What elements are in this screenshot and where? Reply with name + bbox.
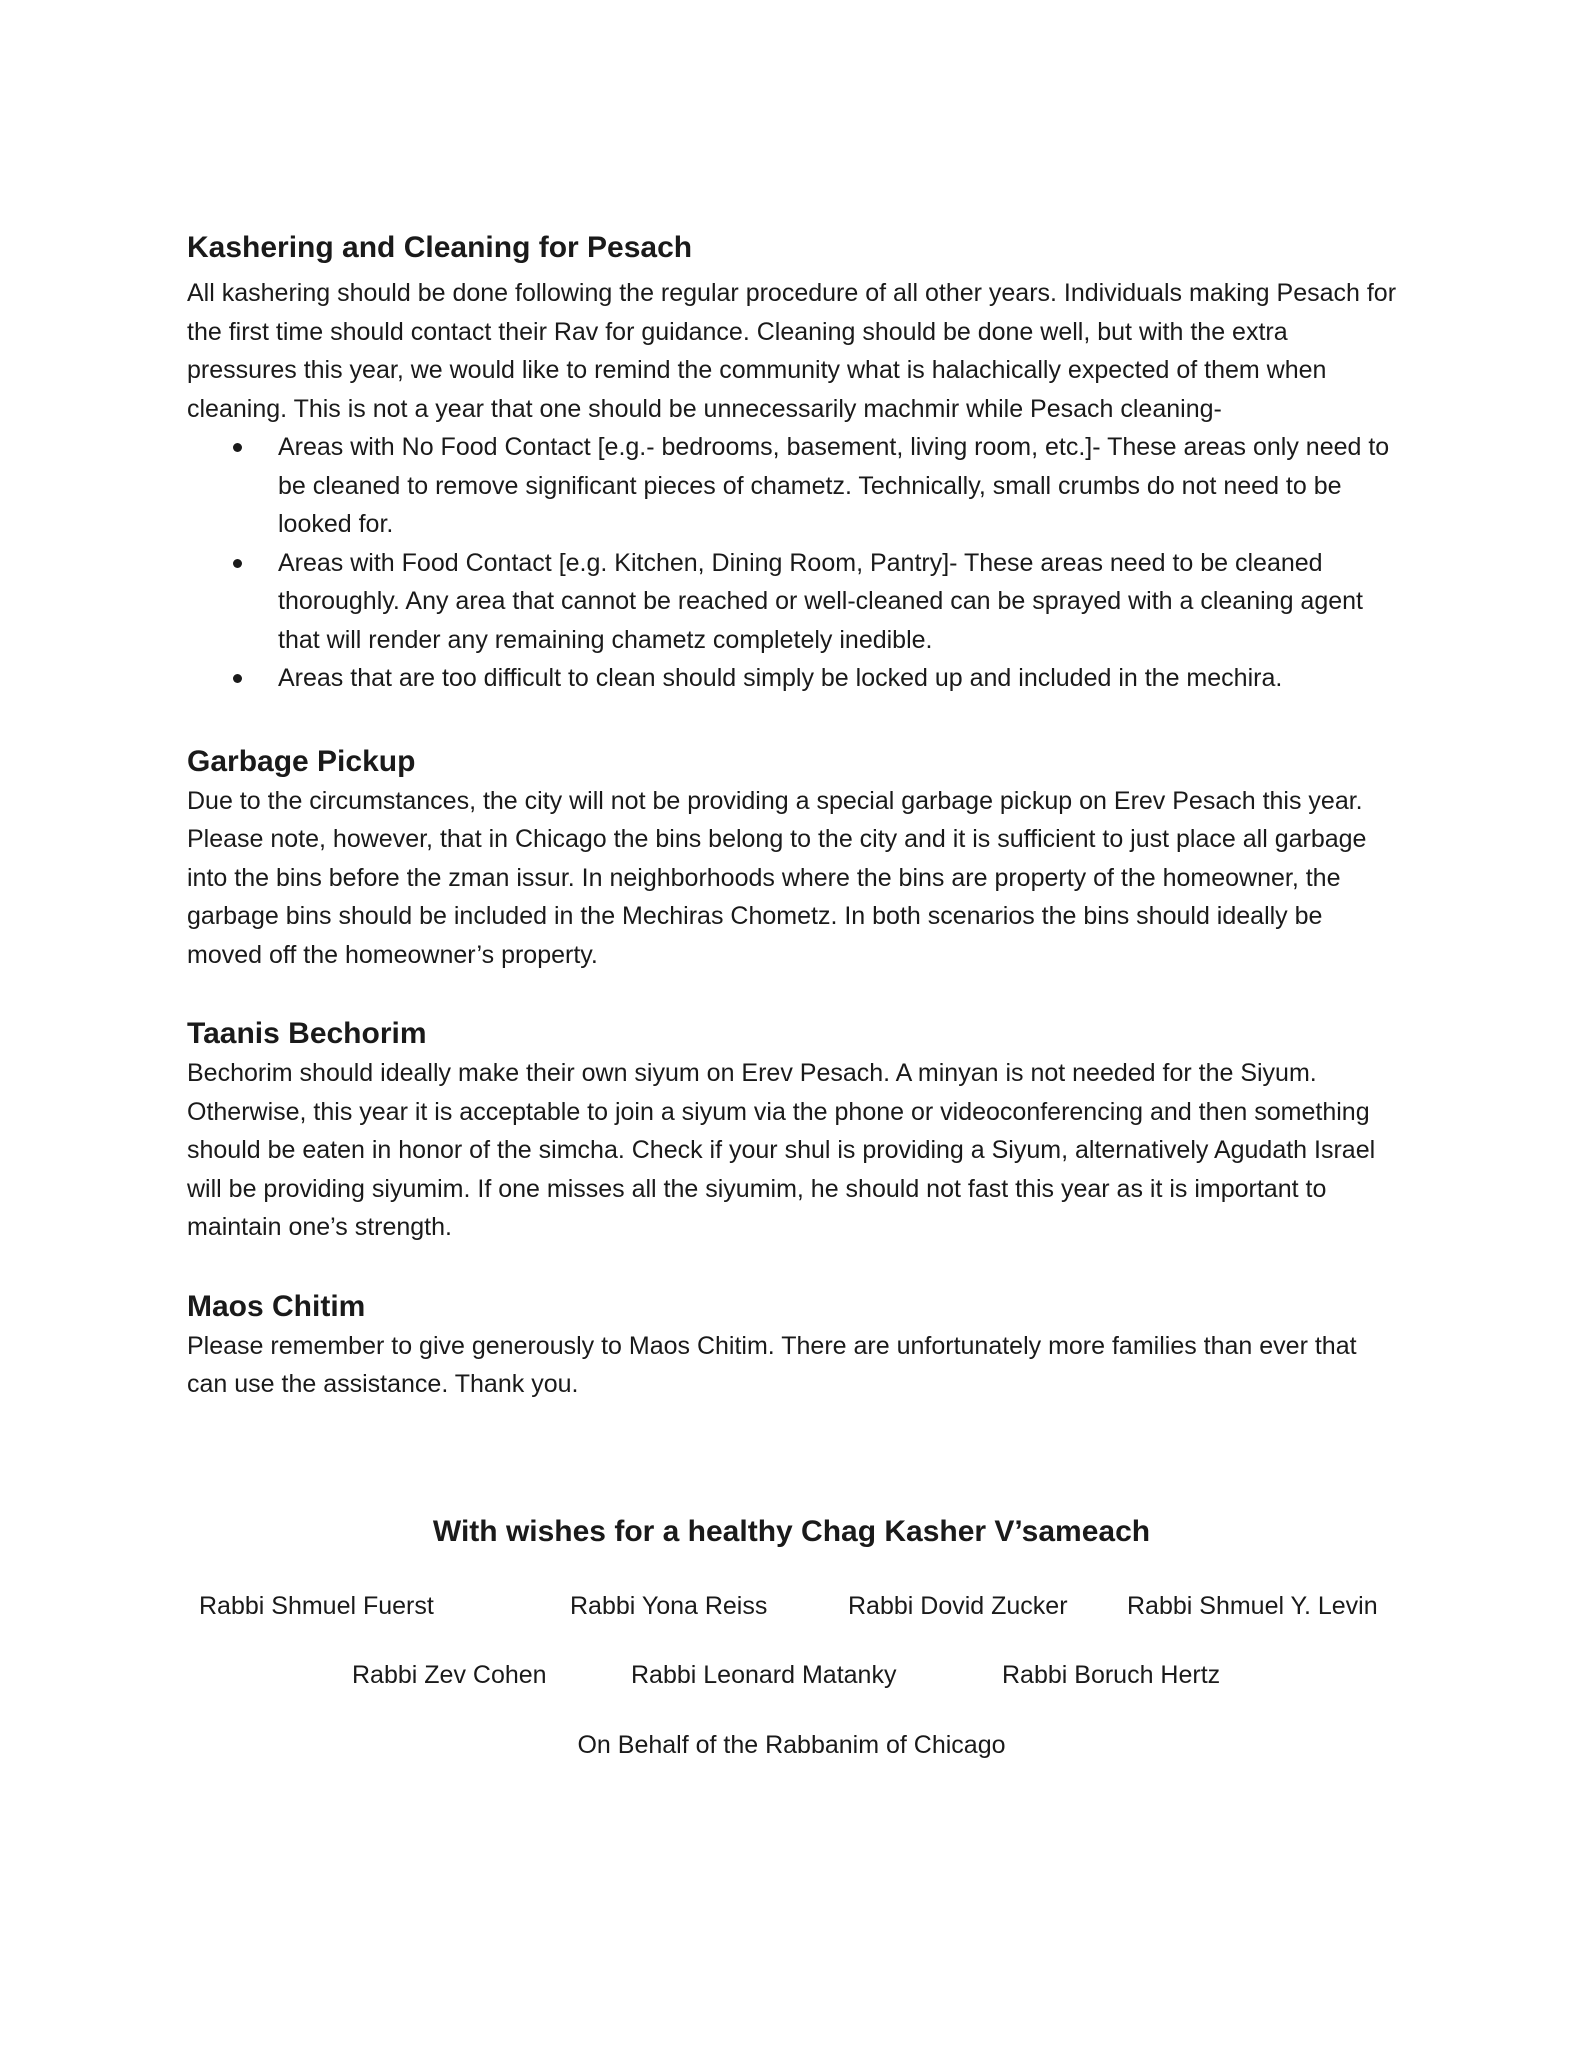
- signer-name: Rabbi Shmuel Fuerst: [199, 1592, 434, 1620]
- closing-wishes: With wishes for a healthy Chag Kasher V’sameach: [432, 1515, 1151, 1548]
- section-kashering: [187, 228, 1397, 698]
- list-item-text: Areas with No Food Contact [e.g.- bedrooms, basement, living room, etc.]- These areas only need to be cleaned to remove significant pieces of chametz. Technically, small crumbs do not need to be looked for.: [278, 433, 1390, 538]
- list-item-text: Areas with Food Contact [e.g. Kitchen, Dining Room, Pantry]- These areas need to be cleaned thoroughly. Any area that cannot be reached or well-cleaned can be sprayed with a cleaning agent that will render any remaining chametz completely inedible.: [278, 548, 1363, 654]
- list-item: [187, 544, 1397, 660]
- bullet-icon: [233, 674, 242, 683]
- signer-name: Rabbi Dovid Zucker: [848, 1592, 1068, 1620]
- list-item-text: Areas that are too difficult to clean should simply be locked up and included in the mechira.: [278, 664, 1283, 692]
- section-taanis-bechorim: [187, 1014, 1397, 1247]
- signer-name: Rabbi Yona Reiss: [570, 1592, 768, 1620]
- bullet-icon: [233, 559, 242, 568]
- section-maos-chitim: [187, 1287, 1397, 1404]
- section-heading: Maos Chitim: [187, 1289, 366, 1323]
- section-heading: Kashering and Cleaning for Pesach: [187, 231, 693, 264]
- signer-name: Rabbi Leonard Matanky: [631, 1661, 897, 1689]
- bullet-list: [187, 428, 1397, 698]
- section-paragraph: All kashering should be done following the regular procedure of all other years. Individuals making Pesach for the first time should contact their Rav for guidance. Cleaning should be done well, but with the extra pressures this year, we would like to remind the community what is halachically expected of them when cleaning. This is not a year that one should be unnecessarily machmir while Pesach cleaning-: [187, 279, 1397, 423]
- section-paragraph: Due to the circumstances, the city will not be providing a special garbage pickup on Erev Pesach this year. Please note, however, that in Chicago the bins belong to the city and it is sufficient to just place all garbage into the bins before the zman issur. In neighborhoods where the bins are property of the homeowner, the garbage bins should be included in the Mechiras Chometz. In both scenarios the bins should ideally be moved off the homeowner’s property.: [187, 786, 1367, 969]
- bullet-icon: [233, 443, 242, 452]
- section-garbage-pickup: [187, 742, 1397, 975]
- section-paragraph: Please remember to give generously to Maos Chitim. There are unfortunately more families than ever that can use the assistance. Thank you.: [187, 1331, 1357, 1398]
- signer-name: Rabbi Boruch Hertz: [1002, 1661, 1221, 1689]
- behalf-line: On Behalf of the Rabbanim of Chicago: [577, 1731, 1006, 1759]
- list-item: [187, 659, 1397, 698]
- document-body: [187, 228, 1397, 1404]
- list-item: [187, 428, 1397, 544]
- section-heading: Garbage Pickup: [187, 744, 416, 778]
- signer-name: Rabbi Shmuel Y. Levin: [1127, 1592, 1378, 1620]
- section-heading: Taanis Bechorim: [187, 1017, 427, 1050]
- section-paragraph: Bechorim should ideally make their own siyum on Erev Pesach. A minyan is not needed for the Siyum. Otherwise, this year it is acceptable to join a siyum via the phone or videoconferencing and then something should be eaten in honor of the simcha. Check if your shul is providing a Siyum, alternatively Agudath Israel will be providing siyumim. If one misses all the siyumim, he should not fast this year as it is important to maintain one’s strength.: [187, 1059, 1376, 1241]
- signer-name: Rabbi Zev Cohen: [352, 1661, 547, 1689]
